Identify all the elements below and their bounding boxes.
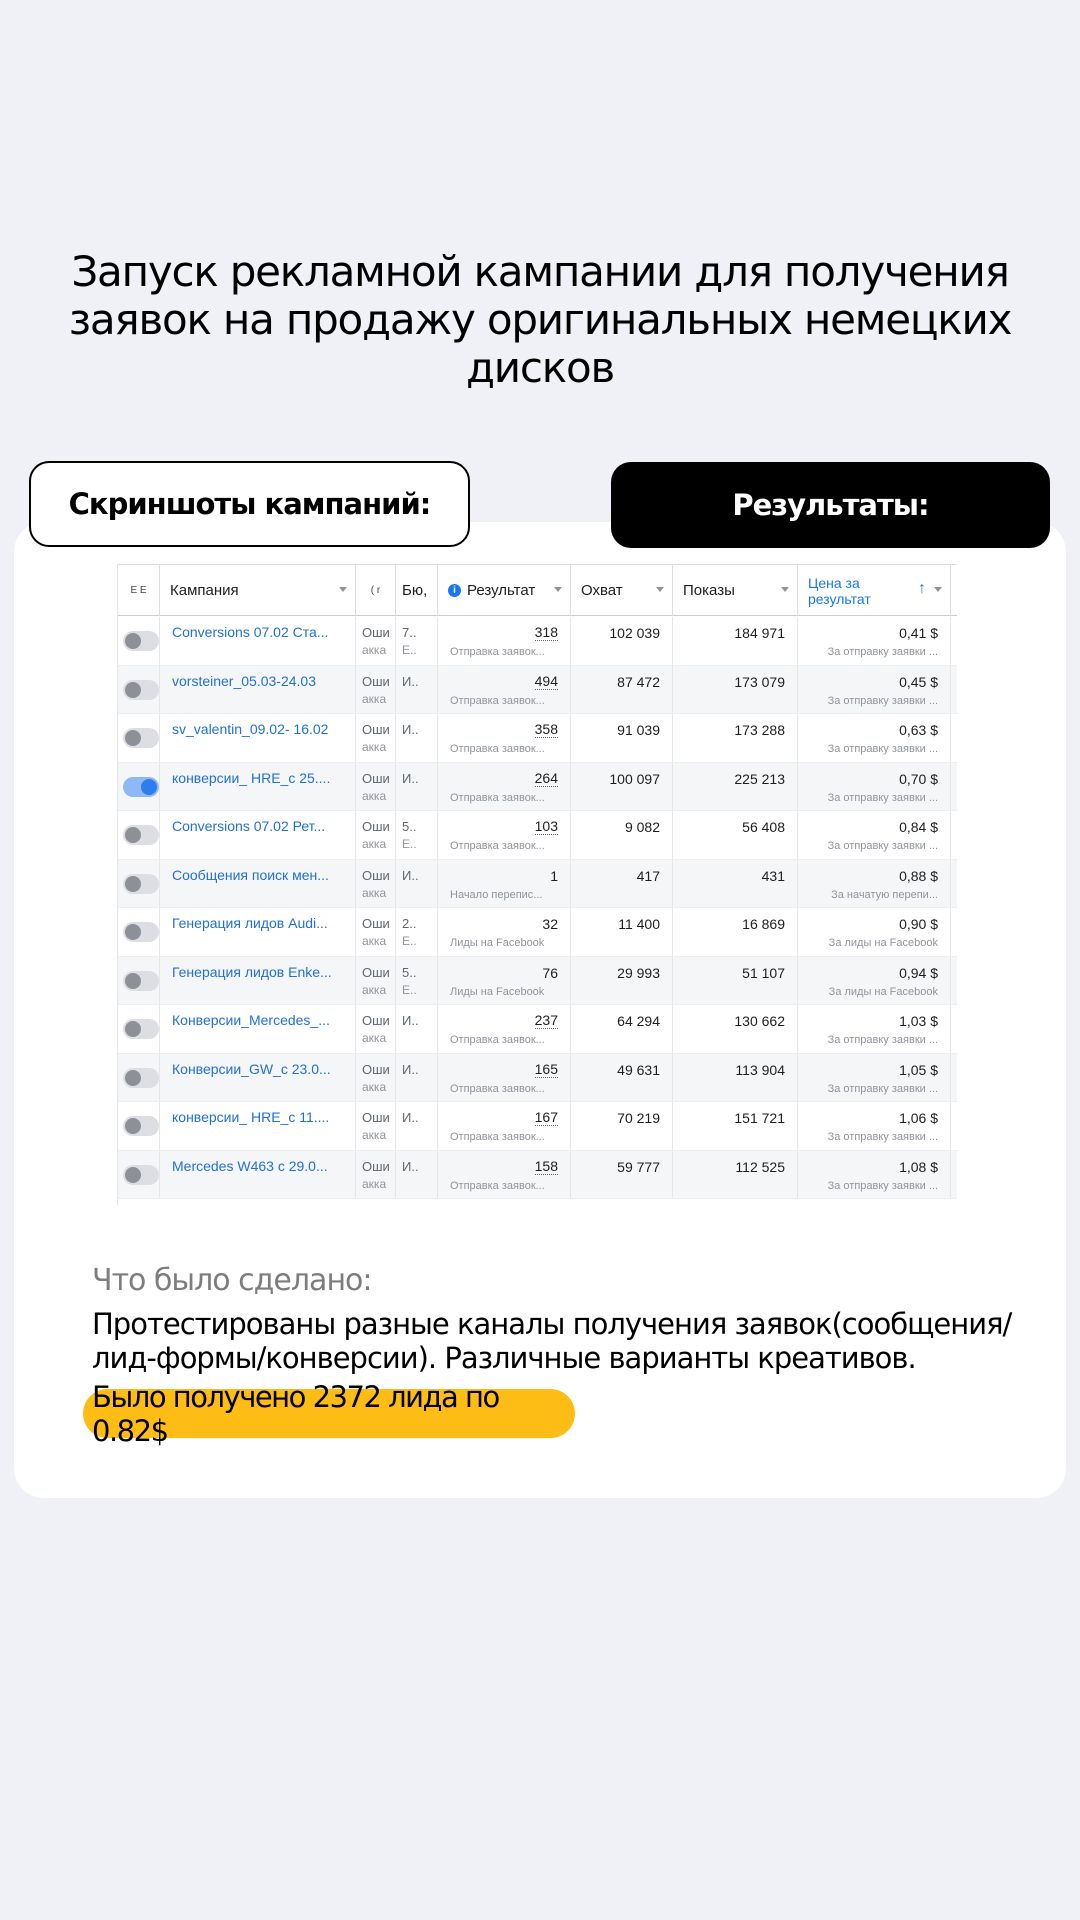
result-cell [438, 1005, 571, 1053]
price-value: 0,88 $ [899, 867, 938, 884]
impressions-cell [673, 957, 798, 1005]
tab-results[interactable]: Результаты: [611, 462, 1050, 548]
delivery-cell [356, 860, 396, 908]
budget-cell [396, 617, 438, 665]
price-type: За лиды на Facebook [828, 985, 938, 998]
delivery-status: Оши [362, 1013, 390, 1028]
price-cell [798, 811, 951, 859]
price-value: 0,41 $ [899, 625, 938, 641]
price-type: За отправку заявки ... [827, 791, 938, 804]
delivery-status-sub: акка [362, 740, 387, 754]
delivery-status-sub: акка [362, 982, 387, 997]
toggle-knob [125, 633, 141, 649]
reach-value: 91 039 [617, 722, 660, 738]
column-header-budget[interactable]: Бю, [396, 565, 438, 616]
budget-value: 5.. [402, 819, 417, 834]
chevron-down-icon [781, 587, 789, 592]
price-type: За отправку заявки ... [827, 1179, 938, 1192]
campaign-toggle[interactable] [123, 1068, 159, 1088]
table-row[interactable] [118, 1054, 957, 1103]
result-value[interactable]: 32 [542, 916, 558, 932]
toggle-knob [125, 827, 141, 843]
info-icon: i [448, 584, 461, 597]
result-cell [438, 811, 571, 859]
budget-value: 2.. [402, 916, 417, 931]
delivery-cell [356, 714, 396, 762]
campaign-name-link[interactable]: sv_valentin_09.02- 16.02 [172, 721, 329, 737]
page-headline [40, 248, 1040, 392]
impressions-cell [673, 1102, 798, 1150]
column-header-impressions-label: Показы [683, 582, 735, 599]
reach-value: 64 294 [617, 1013, 660, 1029]
result-type: Отправка заявок... [450, 840, 545, 852]
table-row[interactable] [118, 811, 957, 860]
delivery-status-sub: акка [362, 691, 387, 706]
column-header-campaign[interactable] [160, 565, 356, 616]
toggle-knob [125, 973, 141, 989]
result-value[interactable]: 1 [550, 867, 558, 884]
result-type: Лиды на Facebook [450, 937, 545, 949]
campaign-toggle[interactable] [123, 1165, 159, 1185]
result-cell [438, 763, 571, 811]
campaign-cell [160, 1151, 356, 1199]
delivery-status: Оши [362, 916, 390, 931]
result-cell [438, 1151, 571, 1199]
impressions-value: 173 288 [734, 722, 785, 738]
result-cell [438, 957, 571, 1005]
price-value: 0,45 $ [899, 673, 938, 690]
table-row[interactable] [118, 1151, 957, 1200]
impressions-value: 184 971 [734, 625, 785, 641]
delivery-status: Оши [362, 1158, 390, 1174]
reach-value: 11 400 [618, 916, 660, 932]
price-cell [798, 908, 951, 956]
impressions-cell [673, 617, 798, 665]
impressions-value: 151 721 [734, 1110, 785, 1126]
reach-cell [571, 908, 673, 956]
delivery-status-sub: акка [362, 934, 387, 948]
campaign-toggle[interactable] [123, 1019, 159, 1039]
reach-value: 49 631 [617, 1061, 660, 1078]
column-header-result[interactable] [438, 565, 571, 616]
impressions-value: 113 904 [735, 1061, 785, 1078]
reach-cell [571, 617, 673, 665]
campaign-name-link[interactable]: конверсии_ HRE_с 11.... [172, 1109, 330, 1125]
impressions-cell [673, 811, 798, 859]
budget-sub: E.. [402, 837, 417, 851]
impressions-value: 112 525 [735, 1158, 785, 1175]
table-row[interactable] [118, 763, 957, 812]
delivery-cell [356, 617, 396, 665]
price-type: За начатую перепи... [831, 888, 938, 901]
price-value: 0,84 $ [899, 819, 938, 835]
delivery-status: Оши [362, 673, 390, 689]
campaign-cell [160, 860, 356, 908]
budget-value: И.. [402, 770, 419, 786]
toggle-cell [118, 714, 160, 762]
delivery-status-sub: акка [362, 837, 387, 851]
budget-cell [396, 666, 438, 714]
result-value[interactable]: 264 [534, 769, 558, 786]
result-type: Отправка заявок... [450, 1179, 545, 1192]
budget-cell [396, 1005, 438, 1053]
price-value: 0,63 $ [899, 722, 938, 738]
result-value[interactable]: 237 [534, 1012, 558, 1028]
campaign-name-link[interactable]: конверсии_ HRE_с 25.... [172, 769, 331, 786]
delivery-cell [356, 908, 396, 956]
delivery-status: Оши [362, 722, 390, 737]
toggle-knob [125, 1070, 141, 1086]
campaign-toggle[interactable] [123, 631, 159, 651]
campaign-cell [160, 714, 356, 762]
reach-cell [571, 860, 673, 908]
delivery-status: Оши [362, 819, 390, 834]
reach-cell [571, 714, 673, 762]
column-header-reach[interactable] [571, 565, 673, 616]
campaign-table-screenshot [117, 564, 957, 1205]
budget-value: И.. [402, 1013, 419, 1028]
table-row[interactable] [118, 957, 957, 1006]
campaign-cell [160, 811, 356, 859]
impressions-value: 51 107 [742, 964, 785, 981]
campaign-toggle[interactable] [123, 777, 159, 797]
impressions-value: 130 662 [734, 1013, 785, 1029]
delivery-cell [356, 811, 396, 859]
column-header-price[interactable] [798, 565, 951, 616]
price-type: За отправку заявки ... [827, 646, 938, 658]
delivery-status-sub: акка [362, 885, 387, 900]
table-row[interactable] [118, 908, 957, 957]
campaign-cell [160, 763, 356, 811]
result-value[interactable]: 318 [534, 624, 558, 640]
toggle-knob [125, 1118, 141, 1134]
reach-value: 59 777 [617, 1158, 660, 1175]
budget-value: 5.. [402, 964, 417, 980]
price-type: За отправку заявки ... [827, 743, 938, 755]
price-value: 1,08 $ [899, 1158, 938, 1175]
result-cell [438, 860, 571, 908]
toggle-knob [125, 730, 141, 746]
reach-cell [571, 957, 673, 1005]
toggle-cell [118, 1054, 160, 1102]
budget-cell [396, 811, 438, 859]
price-cell [798, 763, 951, 811]
budget-cell [396, 714, 438, 762]
result-cell [438, 714, 571, 762]
impressions-cell [673, 1005, 798, 1053]
price-cell [798, 1102, 951, 1150]
reach-cell [571, 811, 673, 859]
delivery-status: Оши [362, 1110, 390, 1125]
budget-value: 7.. [402, 625, 417, 640]
price-value: 0,70 $ [899, 770, 938, 787]
reach-cell [571, 1151, 673, 1199]
result-type: Отправка заявок... [450, 1131, 545, 1143]
column-header-price-label: Цена за результат [808, 574, 871, 607]
impressions-cell [673, 714, 798, 762]
result-type: Отправка заявок... [450, 1082, 545, 1095]
price-type: За отправку заявки ... [827, 840, 938, 852]
reach-value: 87 472 [617, 673, 660, 690]
table-row[interactable] [118, 617, 957, 666]
headline-line-2: заявок на продажу оригинальных немецких дисков [68, 295, 1012, 392]
impressions-cell [673, 666, 798, 714]
table-body [118, 617, 957, 1205]
toggle-cell [118, 763, 160, 811]
budget-sub: E.. [402, 982, 417, 997]
impressions-value: 16 869 [742, 916, 785, 932]
reach-cell [571, 763, 673, 811]
delivery-cell [356, 1005, 396, 1053]
impressions-value: 56 408 [742, 819, 785, 835]
toggle-knob [125, 682, 141, 698]
column-header-impressions[interactable] [673, 565, 798, 616]
campaign-cell [160, 1054, 356, 1102]
price-cell [798, 860, 951, 908]
toggle-cell [118, 1151, 160, 1199]
delivery-cell [356, 1054, 396, 1102]
budget-value: И.. [402, 673, 419, 689]
impressions-value: 173 079 [734, 673, 785, 690]
summary-text: Протестированы разные каналы получения заявок(сообщения/лид-формы/конверсии). Различные варианты креативов. [92, 1307, 1012, 1375]
summary-title: Что было сделано: [92, 1263, 372, 1298]
impressions-cell [673, 1054, 798, 1102]
campaign-name-link[interactable]: Конверсии_Mercedes_... [172, 1012, 330, 1028]
price-cell [798, 1005, 951, 1053]
delivery-cell [356, 1102, 396, 1150]
result-cell [438, 1054, 571, 1102]
toggle-cell [118, 908, 160, 956]
result-type: Отправка заявок... [450, 646, 545, 658]
price-value: 1,06 $ [899, 1110, 938, 1126]
result-cell [438, 1102, 571, 1150]
delivery-status-sub: акка [362, 1031, 387, 1045]
toggle-knob [125, 924, 141, 940]
price-value: 0,94 $ [899, 964, 938, 981]
delivery-status: Оши [362, 1061, 390, 1077]
delivery-status-sub: акка [362, 1079, 387, 1094]
reach-value: 102 039 [609, 625, 660, 641]
delivery-cell [356, 666, 396, 714]
campaign-cell [160, 908, 356, 956]
chevron-down-icon [554, 587, 562, 592]
campaign-name-link[interactable]: Генерация лидов Enke... [172, 963, 332, 980]
price-type: За отправку заявки ... [827, 1131, 938, 1143]
result-highlight-badge: Было получено 2372 лида по 0.82$ [83, 1389, 575, 1438]
result-type: Отправка заявок... [450, 743, 545, 755]
price-value: 1,03 $ [899, 1013, 938, 1029]
column-header-delivery[interactable]: ( r [356, 565, 396, 616]
price-cell [798, 666, 951, 714]
delivery-status-sub: акка [362, 1128, 387, 1142]
toggle-cell [118, 860, 160, 908]
price-cell [798, 1151, 951, 1199]
delivery-status-sub: акка [362, 788, 387, 803]
budget-value: И.. [402, 1061, 419, 1077]
toggle-cell [118, 1005, 160, 1053]
reach-value: 9 082 [624, 819, 660, 835]
toggle-knob [125, 1021, 141, 1037]
price-type: За лиды на Facebook [828, 937, 938, 949]
budget-value: И.. [402, 1158, 419, 1174]
column-header-campaign-label: Кампания [170, 582, 239, 599]
delivery-status: Оши [362, 964, 390, 980]
campaign-cell [160, 617, 356, 665]
campaign-name-link[interactable]: Conversions 07.02 Рет... [172, 818, 326, 834]
table-header [118, 564, 957, 616]
budget-sub: E.. [402, 643, 417, 657]
result-type: Лиды на Facebook [450, 985, 545, 998]
toggle-knob [125, 1167, 141, 1183]
budget-cell [396, 763, 438, 811]
delivery-cell [356, 957, 396, 1005]
budget-cell [396, 1151, 438, 1199]
result-type: Отправка заявок... [450, 1034, 545, 1046]
toggle-cell [118, 811, 160, 859]
budget-cell [396, 1102, 438, 1150]
price-cell [798, 957, 951, 1005]
reach-value: 417 [636, 867, 660, 884]
delivery-status-sub: акка [362, 643, 387, 657]
chevron-down-icon [934, 587, 942, 592]
result-value[interactable]: 103 [534, 818, 558, 834]
campaign-toggle[interactable] [123, 825, 159, 845]
campaign-name-link[interactable]: Конверсии_GW_с 23.0... [172, 1060, 331, 1077]
price-cell [798, 617, 951, 665]
campaign-name-link[interactable]: Генерация лидов Audi... [172, 915, 328, 931]
result-value[interactable]: 494 [534, 672, 558, 689]
sort-up-arrow-icon: ↑ [918, 580, 926, 597]
price-value: 0,90 $ [899, 916, 938, 932]
budget-cell [396, 860, 438, 908]
table-row[interactable] [118, 666, 957, 715]
campaign-cell [160, 957, 356, 1005]
reach-value: 29 993 [617, 964, 660, 981]
toggle-cell [118, 957, 160, 1005]
impressions-cell [673, 860, 798, 908]
chevron-down-icon [656, 587, 664, 592]
result-type: Начало перепис... [450, 888, 543, 901]
campaign-toggle[interactable] [123, 680, 159, 700]
headline-line-1: Запуск рекламной кампании для получения [71, 247, 1009, 296]
table-row[interactable] [118, 1005, 957, 1054]
price-type: За отправку заявки ... [827, 1034, 938, 1046]
delivery-cell [356, 763, 396, 811]
result-cell [438, 617, 571, 665]
result-cell [438, 908, 571, 956]
campaign-cell [160, 666, 356, 714]
delivery-status-sub: акка [362, 1176, 387, 1191]
reach-cell [571, 666, 673, 714]
column-header-reach-label: Охват [581, 582, 623, 599]
reach-cell [571, 1102, 673, 1150]
price-cell [798, 1054, 951, 1102]
reach-cell [571, 1005, 673, 1053]
reach-value: 100 097 [609, 770, 660, 787]
campaign-cell [160, 1005, 356, 1053]
campaign-name-link[interactable]: Conversions 07.02 Ста... [172, 624, 329, 640]
budget-cell [396, 1054, 438, 1102]
table-row-cut-off [118, 1199, 957, 1205]
reach-value: 70 219 [617, 1110, 660, 1126]
price-cell [798, 714, 951, 762]
campaign-toggle[interactable] [123, 874, 159, 894]
impressions-cell [673, 763, 798, 811]
delivery-status: Оши [362, 625, 390, 640]
table-row[interactable] [118, 714, 957, 763]
result-type: Отправка заявок... [450, 791, 545, 804]
table-row[interactable] [118, 1102, 957, 1151]
price-type: За отправку заявки ... [827, 1082, 938, 1095]
result-value[interactable]: 358 [534, 721, 558, 737]
toggle-cell [118, 1102, 160, 1150]
campaign-name-link[interactable]: vorsteiner_05.03-24.03 [172, 672, 316, 689]
price-type: За отправку заявки ... [827, 694, 938, 707]
result-type: Отправка заявок... [450, 694, 545, 707]
column-header-result-label: Результат [467, 582, 536, 599]
column-header-status[interactable]: E E [118, 565, 160, 616]
campaign-toggle[interactable] [123, 971, 159, 991]
budget-cell [396, 957, 438, 1005]
toggle-cell [118, 617, 160, 665]
price-value: 1,05 $ [899, 1061, 938, 1078]
campaign-toggle[interactable] [123, 728, 159, 748]
reach-cell [571, 1054, 673, 1102]
result-value[interactable]: 158 [534, 1157, 558, 1174]
budget-value: И.. [402, 867, 419, 883]
campaign-cell [160, 1102, 356, 1150]
result-cell [438, 666, 571, 714]
impressions-cell [673, 908, 798, 956]
delivery-status: Оши [362, 770, 390, 786]
budget-cell [396, 908, 438, 956]
impressions-cell [673, 1151, 798, 1199]
impressions-value: 431 [761, 867, 785, 884]
table-row[interactable] [118, 860, 957, 909]
result-value[interactable]: 167 [534, 1109, 558, 1125]
budget-value: И.. [402, 722, 419, 737]
campaign-toggle[interactable] [123, 1116, 159, 1136]
delivery-status: Оши [362, 867, 390, 883]
toggle-knob [141, 779, 157, 795]
delivery-cell [356, 1151, 396, 1199]
toggle-cell [118, 666, 160, 714]
campaign-toggle[interactable] [123, 922, 159, 942]
budget-value: И.. [402, 1110, 419, 1125]
chevron-down-icon [339, 587, 347, 592]
result-value[interactable]: 165 [534, 1060, 558, 1077]
campaign-name-link[interactable]: Сообщения поиск мен... [172, 866, 329, 883]
campaign-name-link[interactable]: Mercedes W463 с 29.0... [172, 1157, 328, 1174]
toggle-knob [125, 876, 141, 892]
impressions-value: 225 213 [734, 770, 785, 787]
tab-campaign-screenshots[interactable]: Скриншоты кампаний: [29, 461, 470, 547]
budget-sub: E.. [402, 934, 417, 948]
result-value[interactable]: 76 [542, 964, 558, 981]
